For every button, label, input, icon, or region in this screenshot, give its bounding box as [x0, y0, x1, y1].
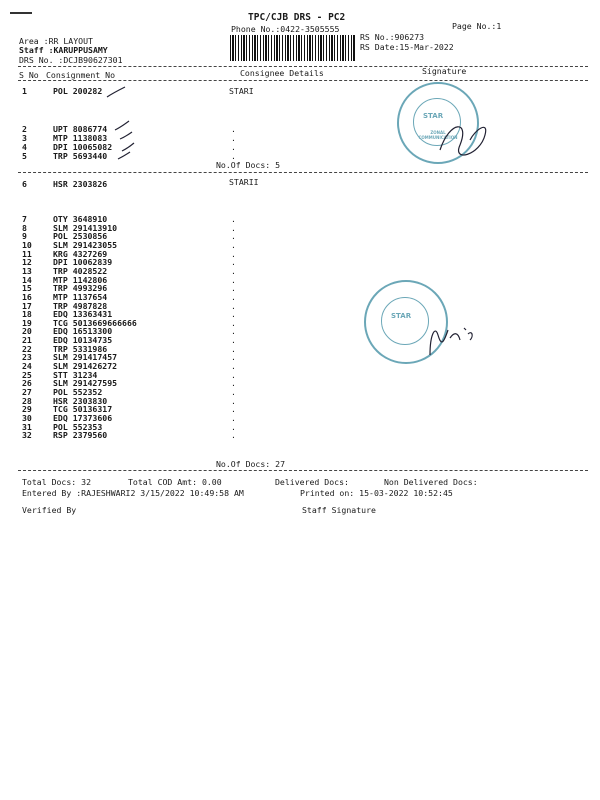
docs-count: No.Of Docs: 5	[216, 160, 281, 170]
consignment-number: HSR 2303826	[53, 179, 108, 189]
serial-number: 13	[22, 266, 32, 276]
consignment-number: RSP 2379560	[53, 430, 108, 440]
col-signature: Signature	[422, 66, 467, 76]
detail-dot: .	[231, 249, 236, 259]
consignment-number: TCG 5013669666666	[53, 318, 137, 328]
detail-dot: .	[231, 318, 236, 328]
serial-number: 12	[22, 257, 32, 267]
consignee-detail: STARII	[229, 177, 259, 187]
serial-number: 10	[22, 240, 32, 250]
serial-number: 4	[22, 142, 27, 152]
drs-number: DRS No. :DCJB90627301	[19, 55, 123, 65]
total-cod: Total COD Amt: 0.00	[128, 477, 222, 487]
detail-dot: .	[231, 422, 236, 432]
area-label: Area :RR LAYOUT	[19, 36, 93, 46]
consignment-number: MTP 1137654	[53, 292, 108, 302]
consignment-number: KRG 4327269	[53, 249, 108, 259]
detail-dot: .	[231, 396, 236, 406]
detail-dot: .	[231, 387, 236, 397]
serial-number: 11	[22, 249, 32, 259]
col-consignment: Consignment No	[46, 70, 116, 80]
serial-number: 23	[22, 352, 32, 362]
detail-dot: .	[231, 214, 236, 224]
serial-number: 16	[22, 292, 32, 302]
phone-number: Phone No.:0422-3505555	[231, 24, 340, 34]
detail-dot: .	[231, 361, 236, 371]
serial-number: 29	[22, 404, 32, 414]
serial-number: 32	[22, 430, 32, 440]
serial-number: 7	[22, 214, 27, 224]
stamp-center-text: STAR	[391, 312, 412, 320]
serial-number: 9	[22, 231, 27, 241]
serial-number: 24	[22, 361, 32, 371]
serial-number: 3	[22, 133, 27, 143]
consignment-number: DPI 10062839	[53, 257, 113, 267]
serial-number: 25	[22, 370, 32, 380]
detail-dot: .	[231, 231, 236, 241]
detail-dot: .	[231, 266, 236, 276]
rs-date: RS Date:15-Mar-2022	[360, 42, 454, 52]
consignment-number: SLM 291427595	[53, 378, 118, 388]
serial-number: 19	[22, 318, 32, 328]
tick-mark	[120, 132, 132, 139]
consignment-number: UPT 8086774	[53, 124, 108, 134]
page-number: Page No.:1	[452, 21, 502, 31]
consignment-number: TCG 50136317	[53, 404, 113, 414]
serial-number: 15	[22, 283, 32, 293]
serial-number: 14	[22, 275, 32, 285]
detail-dot: .	[231, 124, 236, 134]
consignment-number: SLM 291423055	[53, 240, 118, 250]
entered-by: Entered By :RAJESHWARI2 3/15/2022 10:49:58 AM	[22, 488, 244, 498]
verified-by: Verified By	[22, 505, 77, 515]
detail-dot: .	[231, 370, 236, 380]
consignee-detail: STARI	[229, 86, 254, 96]
serial-number: 27	[22, 387, 32, 397]
consignment-number: MTP 1138083	[53, 133, 108, 143]
col-consignee-details: Consignee Details	[240, 68, 324, 78]
consignment-number: TRP 4987828	[53, 301, 108, 311]
consignment-number: POL 200282	[53, 86, 103, 96]
tick-mark	[107, 87, 125, 97]
serial-number: 31	[22, 422, 32, 432]
detail-dot: .	[231, 352, 236, 362]
consignment-number: EDQ 10134735	[53, 335, 113, 345]
consignment-number: POL 552353	[53, 422, 103, 432]
docs-count: No.Of Docs: 27	[216, 459, 286, 469]
non-delivered-docs: Non Delivered Docs:	[384, 477, 478, 487]
detail-dot: .	[231, 223, 236, 233]
stamp-center-text: STAR	[423, 112, 444, 120]
detail-dot: .	[231, 292, 236, 302]
serial-number: 28	[22, 396, 32, 406]
detail-dot: .	[231, 301, 236, 311]
total-docs: Total Docs: 32	[22, 477, 92, 487]
serial-number: 5	[22, 151, 27, 161]
serial-number: 17	[22, 301, 32, 311]
detail-dot: .	[231, 240, 236, 250]
consignment-number: POL 552352	[53, 387, 103, 397]
detail-dot: .	[231, 275, 236, 285]
col-sno: S No	[19, 70, 39, 80]
consignment-number: EDQ 16513300	[53, 326, 113, 336]
tick-mark	[118, 152, 130, 159]
consignment-number: EDQ 17373606	[53, 413, 113, 423]
detail-dot: .	[231, 257, 236, 267]
serial-number: 22	[22, 344, 32, 354]
detail-dot: .	[231, 335, 236, 345]
consignment-number: SLM 291426272	[53, 361, 118, 371]
delivered-docs: Delivered Docs:	[275, 477, 349, 487]
staff-signature: Staff Signature	[302, 505, 376, 515]
consignment-number: TRP 4993296	[53, 283, 108, 293]
staff-label: Staff :KARUPPUSAMY	[19, 45, 108, 55]
consignment-number: OTY 3648910	[53, 214, 108, 224]
serial-number: 20	[22, 326, 32, 336]
detail-dot: .	[231, 378, 236, 388]
serial-number: 6	[22, 179, 27, 189]
serial-number: 8	[22, 223, 27, 233]
detail-dot: .	[231, 133, 236, 143]
consignment-number: SLM 291413910	[53, 223, 118, 233]
tick-mark	[122, 143, 134, 151]
detail-dot: .	[231, 309, 236, 319]
consignment-number: TRP 5693440	[53, 151, 108, 161]
signature-scribble	[430, 328, 472, 355]
signature-scribble	[440, 127, 486, 155]
consignment-number: SLM 291417457	[53, 352, 118, 362]
consignment-number: HSR 2303830	[53, 396, 108, 406]
consignment-number: MTP 1142806	[53, 275, 108, 285]
printed-on: Printed on: 15-03-2022 10:52:45	[300, 488, 453, 498]
consignment-number: EDQ 13363431	[53, 309, 113, 319]
detail-dot: .	[231, 151, 236, 161]
detail-dot: .	[231, 404, 236, 414]
stamp-sub-text: ZONAL COMMUNICATION	[418, 130, 458, 140]
detail-dot: .	[231, 283, 236, 293]
detail-dot: .	[231, 142, 236, 152]
tick-mark	[115, 121, 129, 130]
detail-dot: .	[231, 344, 236, 354]
serial-number: 2	[22, 124, 27, 134]
document-title: TPC/CJB DRS - PC2	[248, 12, 346, 23]
serial-number: 30	[22, 413, 32, 423]
consignment-number: TRP 4028522	[53, 266, 108, 276]
detail-dot: .	[231, 430, 236, 440]
detail-dot: .	[231, 326, 236, 336]
serial-number: 26	[22, 378, 32, 388]
serial-number: 18	[22, 309, 32, 319]
serial-number: 1	[22, 86, 27, 96]
consignment-number: TRP 5331986	[53, 344, 108, 354]
consignment-number: DPI 10065082	[53, 142, 113, 152]
rs-number: RS No.:906273	[360, 32, 425, 42]
consignment-number: POL 2530856	[53, 231, 108, 241]
serial-number: 21	[22, 335, 32, 345]
detail-dot: .	[231, 413, 236, 423]
consignment-number: STT 31234	[53, 370, 98, 380]
